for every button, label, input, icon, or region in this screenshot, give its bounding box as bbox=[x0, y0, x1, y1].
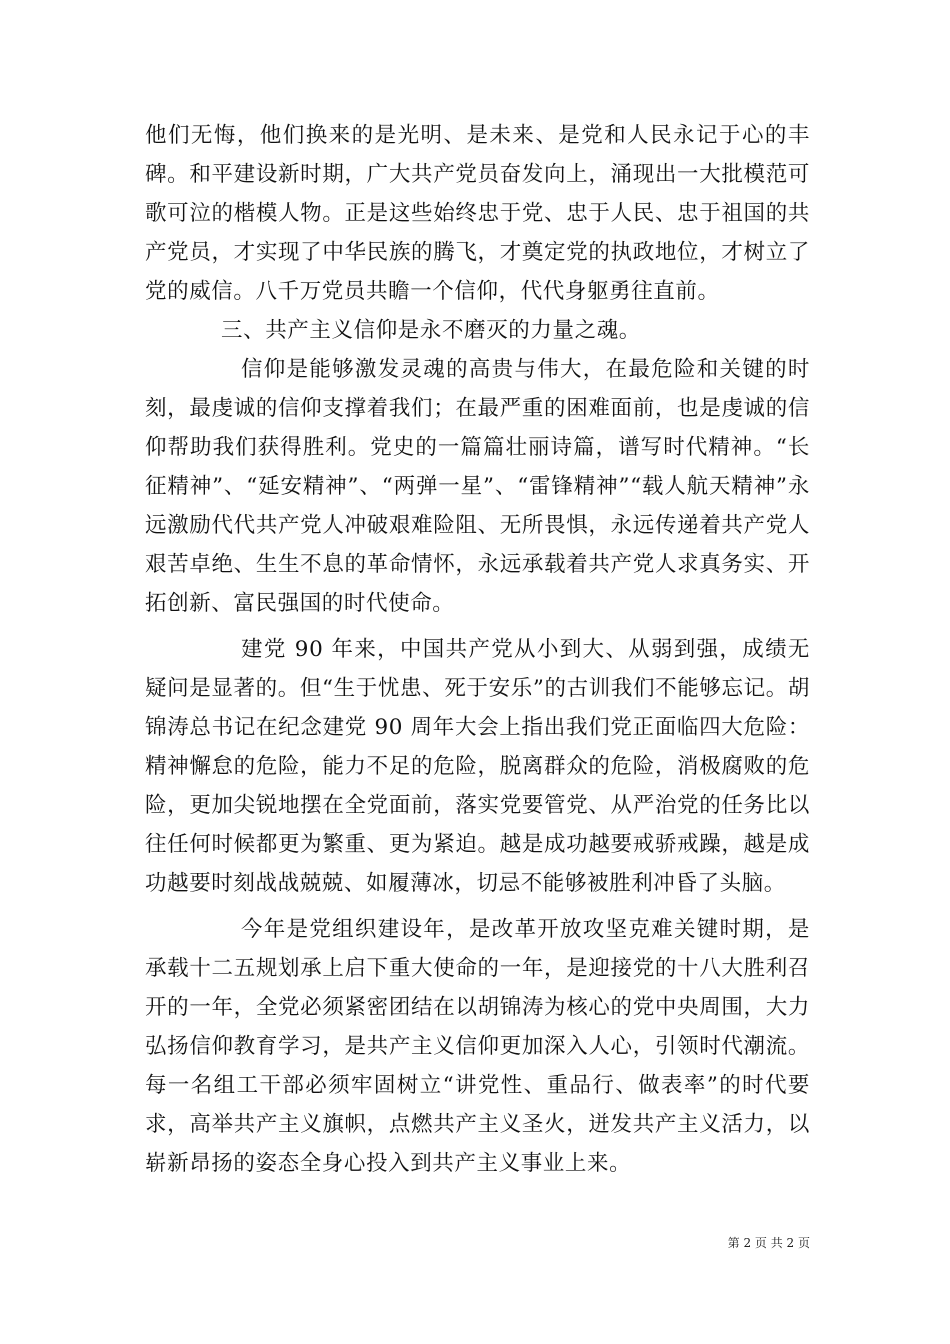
page-number: 第 2 页 共 2 页 bbox=[727, 1236, 810, 1250]
paragraph-faith: 信仰是能够激发灵魂的高贵与伟大，在最危险和关键的时刻，最虔诚的信仰支撑着我们；在最严重的困难面前，也是虔诚的信仰帮助我们获得胜利。党史的一篇篇壮丽诗篇，谱写时代精神。“长征精神”、“延安精神”、“两弹一星”、“雷锋精神”“载人航天精神”永远激励代代共产党人冲破艰难险阻、无所畏惧，永远传递着共产党人艰苦卓绝、生生不息的革命情怀，永远承载着共产党人求真务实、开拓创新、富民强国的时代使命。 bbox=[145, 357, 810, 616]
paragraph-founding: 建党 90 年来，中国共产党从小到大、从弱到强，成绩无疑问是显著的。但“生于忧患、死于安乐”的古训我们不能够忘记。胡锦涛总书记在纪念建党 90 周年大会上指出我们党正面临四大危险：精神懈怠的危险，能力不足的危险，脱离群众的危险，消极腐败的危险，更加尖锐地摆在全党面前，落实党要管党、从严治党的任务比以往任何时候都更为繁重、更为紧迫。越是成功越要戒骄戒躁，越是成功越要时刻战战兢兢、如履薄冰，切忌不能够被胜利冲昏了头脑。 bbox=[145, 637, 810, 896]
paragraph-this-year: 今年是党组织建设年，是改革开放攻坚克难关键时期，是承载十二五规划承上启下重大使命的一年，是迎接党的十八大胜利召开的一年，全党必须紧密团结在以胡锦涛为核心的党中央周围，大力弘扬信仰教育学习，是共产主义信仰更加深入人心，引领时代潮流。每一名组工干部必须牢固树立“讲党性、重品行、做表率”的时代要求，高举共产主义旗帜，点燃共产主义圣火，迸发共产主义活力，以崭新昂扬的姿态全身心投入到共产主义事业上来。 bbox=[145, 917, 810, 1176]
section-heading: 三、共产主义信仰是永不磨灭的力量之魂。 bbox=[221, 318, 641, 343]
document-body bbox=[145, 116, 810, 1183]
paragraph-continuation: 他们无悔，他们换来的是光明、是未来、是党和人民永记于心的丰碑。和平建设新时期，广大共产党员奋发向上，涌现出一大批模范可歌可泣的楷模人物。正是这些始终忠于党、忠于人民、忠于祖国的共产党员，才实现了中华民族的腾飞，才奠定党的执政地位，才树立了党的威信。八千万党员共瞻一个信仰，代代身躯勇往直前。 bbox=[145, 123, 810, 304]
